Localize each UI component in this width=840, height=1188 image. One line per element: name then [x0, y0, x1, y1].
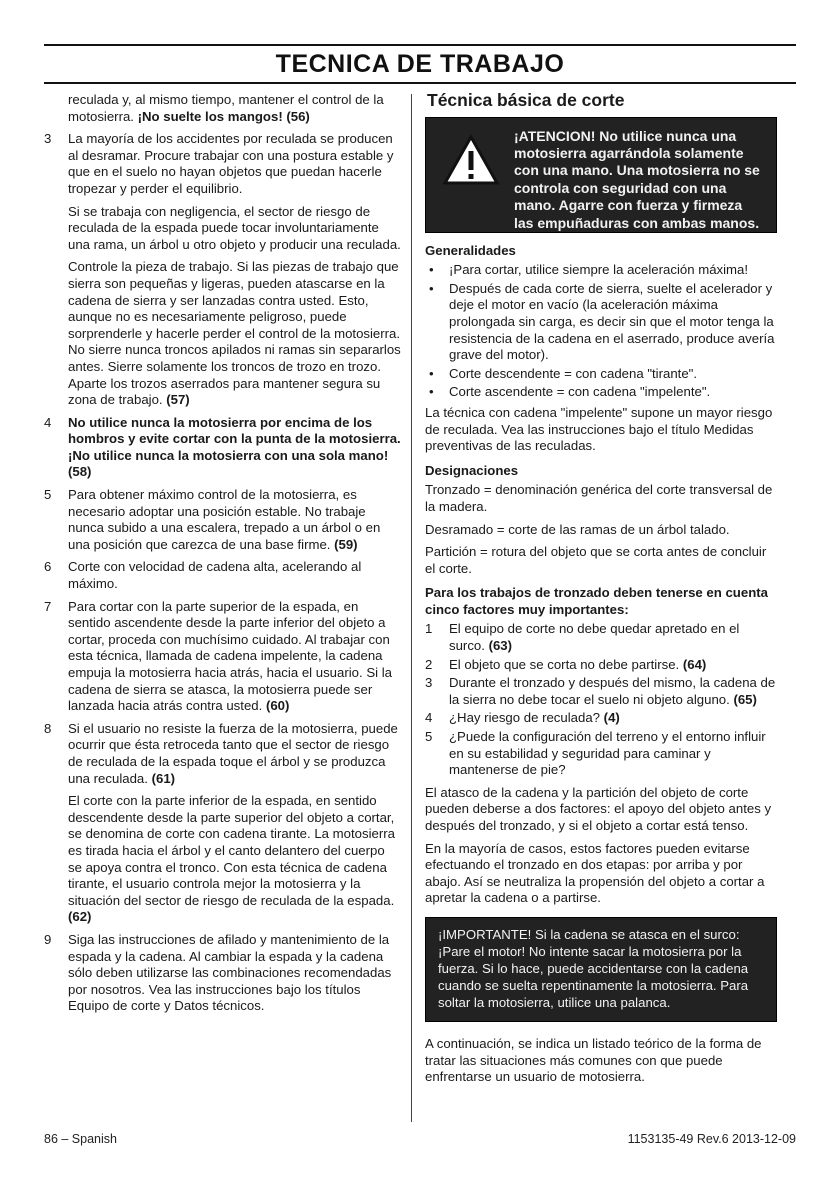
right-column: [425, 92, 777, 1092]
generalidades-paragraph: La técnica con cadena "impelente" supone un mayor riesgo de reculada. Vea las instrucciones bajo el título Medidas preventivas de las reculadas.: [425, 404, 773, 454]
item-ref: (64): [682, 656, 707, 672]
generalidades-list: [425, 262, 777, 401]
bullet-text: ¡Para cortar, utilice siempre la aceleración máxima!: [449, 262, 749, 278]
warning-box: [425, 117, 777, 233]
left-column: [44, 92, 402, 1021]
list-item-7: 7 Para cortar con la parte superior de la espada, en sentido ascendente desde la parte inferior del objeto a cortar, proceda con muchísimo cuidado. Al trabajar con esta técnica, llamada de cadena impelente, la cadena empuja la motosierra hacia atrás, hacia el usuario. Si la cadena de sierra se atasca, la motosierra puede ser lanzada hacia atrás contra usted. (60): [44, 598, 392, 714]
item-text: El objeto que se corta no debe partirse.: [449, 656, 683, 672]
etapas-paragraph: En la mayoría de casos, estos factores pueden evitarse efectuando el tronzado en dos etapas: por arriba y por abajo. Así se neutraliza la propensión del objeto a cortar a apretar la cadena o a partirse.: [425, 840, 765, 906]
bullet-icon: •: [429, 280, 434, 296]
list-item: [425, 729, 777, 779]
item-ref: (65): [733, 691, 757, 707]
bullet-icon: •: [429, 262, 434, 278]
list-item: [425, 675, 777, 708]
footer-doc-id: 1153135-49 Rev.6 2013-12-09: [627, 1132, 796, 1146]
designaciones-heading: Designaciones: [425, 462, 519, 478]
item-number: 4: [425, 710, 433, 726]
item-text: ¿Hay riesgo de reculada?: [449, 710, 604, 726]
item-text: El equipo de corte no debe quedar apretado en el surco.: [449, 621, 740, 654]
column-divider: [411, 94, 412, 1122]
section-title: Técnica básica de corte: [427, 90, 625, 110]
atasco-paragraph: El atasco de la cadena y la partición del objeto de corte pueden deberse a dos factores: el apoyo del objeto antes y después del tronzado, y si el objeto a cortar está tenso.: [425, 784, 772, 833]
item-ref: (4): [603, 710, 620, 726]
list-item-6: 6 Corte con velocidad de cadena alta, acelerando al máximo.: [44, 559, 362, 592]
list-item-3: 3 La mayoría de los accidentes por reculada se producen al desramar. Procure trabajar con una postura estable y que en el suelo no hayan objetos que puedan hacerle tropezar y perder el equilibrio.: [44, 131, 394, 196]
important-box: ¡IMPORTANTE! Si la cadena se atasca en el surco: ¡Pare el motor! No intente sacar la motosierra por la fuerza. Si lo hace, puede accidentarse con la cadena cuando se suelta repentinamente la motosierra. Para soltar la motosierra, utilice una palanca.: [425, 917, 777, 1022]
item3-paragraph-3: Controle la pieza de trabajo. Si las piezas de trabajo que sierra son pequeñas y ligeras, pueden atascarse en la cadena de sierra y ser lanzadas contra usted. Esto, aunque no es necesariamente peligroso, puede sorprenderle y hacerle perder el control de la motosierra. No sierre nunca troncos apilados ni ramas sin separarlos antes. Sierre solamente los troncos de trozo en trozo. Aparte los trozos aserrados para mantener segura su zona de trabajo. (57): [68, 259, 401, 408]
item-number: 3: [425, 675, 433, 691]
list-item: [425, 621, 777, 654]
bullet-text: Corte ascendente = con cadena "impelente".: [449, 384, 711, 400]
designacion-tronzado: Tronzado = denominación genérica del corte transversal de la madera.: [425, 482, 773, 514]
warning-text: ¡ATENCION! No utilice nunca una motosierra agarrándola solamente con una mano. Una motosierra no se controla con seguridad con una mano. Agarre con fuerza y firmeza las empuñaduras con ambas manos.: [514, 127, 760, 231]
list-item: [425, 281, 777, 364]
list-item-4: 4 No utilice nunca la motosierra por encima de los hombros y evite cortar con la punta de la motosierra. ¡No utilice nunca la motosierra con una sola mano! (58): [44, 414, 401, 480]
list-item-9: 9 Siga las instrucciones de afilado y mantenimiento de la espada y la cadena. Al cambiar la espada y la cadena sólo deben utilizarse las combinaciones recomendadas por nosotros. Vea las instrucciones bajo los títulos Equipo de corte y Datos técnicos.: [44, 931, 392, 1014]
factores-heading: Para los trabajos de tronzado deben tenerse en cuenta cinco factores muy importantes:: [425, 585, 768, 617]
item-number: 5: [425, 729, 433, 745]
factores-list: [425, 621, 777, 778]
intro-paragraph: reculada y, al mismo tiempo, mantener el control de la motosierra. ¡No suelte los mangos! (56): [68, 92, 384, 124]
header-rule-top: [44, 44, 796, 46]
item-number: 1: [425, 621, 433, 637]
bullet-icon: •: [429, 365, 434, 381]
page-title: TECNICA DE TRABAJO: [275, 50, 565, 78]
header-rule-bottom: [44, 82, 796, 84]
list-item: [425, 710, 777, 727]
bullet-icon: •: [429, 384, 434, 400]
generalidades-heading: Generalidades: [425, 242, 516, 258]
closing-paragraph: A continuación, se indica un listado teórico de la forma de tratar las situaciones más comunes con que puede enfrentarse un usuario de motosierra.: [425, 1035, 762, 1085]
designacion-desramado: Desramado = corte de las ramas de un árbol talado.: [425, 521, 730, 537]
item8-paragraph-2: El corte con la parte inferior de la espada, en sentido descendente desde la parte superior del objeto a cortar, se denomina de corte con cadena tirante. La motosierra es tirada hacia el árbol y el canto delantero del cuerpo se apoya contra el tronco. Con esta técnica de cadena tirante, el usuario controla mejor la motosierra y la situación del sector de riesgo de reculada de la espada. (62): [68, 793, 395, 925]
item-ref: (63): [488, 638, 513, 654]
list-item-8: 8 Si el usuario no resiste la fuerza de la motosierra, puede ocurrir que ésta retroceda tanto que el sector de riesgo de reculada de la espada toque el árbol y se produzca una reculada. (61): [44, 720, 398, 786]
bullet-text: Corte descendente = con cadena "tirante".: [449, 365, 697, 381]
designacion-particion: Partición = rotura del objeto que se corta antes de concluir el corte.: [425, 544, 767, 576]
list-item: [425, 366, 777, 383]
item3-paragraph-2: Si se trabaja con negligencia, el sector de riesgo de reculada de la espada puede tocar involuntariamente una rama, un árbol u otro objeto y producir una reculada.: [68, 203, 401, 252]
footer-page-label: 86 – Spanish: [44, 1132, 117, 1146]
item-number: 2: [425, 656, 433, 672]
warning-triangle-icon: [442, 134, 500, 186]
item-text: Durante el tronzado y después del mismo, la cadena de la sierra no debe tocar el suelo ni objeto alguno.: [449, 675, 776, 707]
item-text: ¿Puede la configuración del terreno y el entorno influir en su estabilidad y seguridad para caminar y mantenerse de pie?: [449, 729, 766, 778]
list-item: [425, 384, 777, 401]
list-item: [425, 262, 777, 279]
list-item-5: 5 Para obtener máximo control de la motosierra, es necesario adoptar una posición estable. No trabaje nunca subido a una escalera, trepado a un árbol o en una posición que carezca de una base firme. (59): [44, 487, 381, 552]
list-item: [425, 657, 777, 674]
bullet-text: Después de cada corte de sierra, suelte el acelerador y deje el motor en vacío (la aceleración máxima prolongada sin carga, es decir sin que el motor tenga la resistencia de la cadena en el aserrado, produce avería grave del motor).: [449, 280, 775, 363]
